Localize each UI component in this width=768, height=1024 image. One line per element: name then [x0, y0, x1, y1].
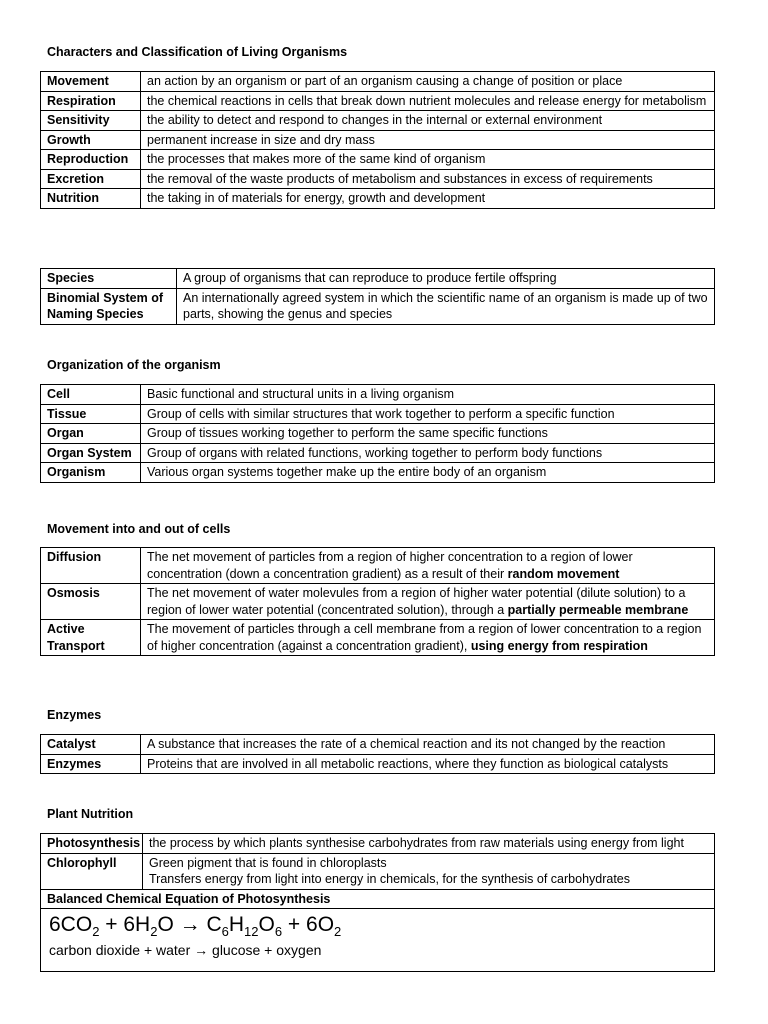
section-heading-plant-nutrition: Plant Nutrition — [47, 807, 134, 821]
table-row — [41, 463, 715, 483]
equation-term: O — [258, 913, 275, 936]
characteristics-table — [40, 71, 715, 209]
term-cell: Excretion — [41, 169, 141, 189]
movement-table — [40, 547, 715, 656]
definition-cell — [141, 584, 715, 620]
table-row — [41, 150, 715, 170]
definition-cell — [143, 853, 715, 889]
chemical-equation — [41, 913, 341, 937]
definition-cell: Proteins that are involved in all metabolic reactions, where they function as biological catalysts — [141, 754, 715, 774]
equation-subscript: 12 — [244, 924, 259, 939]
term-cell: Catalyst — [41, 735, 141, 755]
equation-row — [41, 909, 715, 972]
table-row — [41, 584, 715, 620]
term-cell: Organ System — [41, 443, 141, 463]
table-row — [41, 269, 715, 289]
definition-text: The net movement of particles from a region of higher concentration to a region of lower concentration (down a concentration gradient) as a result of their — [147, 550, 633, 581]
term-cell: Organ — [41, 424, 141, 444]
definition-cell: the processes that makes more of the same kind of organism — [141, 150, 715, 170]
section-heading-movement: Movement into and out of cells — [47, 522, 231, 536]
definition-cell: Basic functional and structural units in a living organism — [141, 385, 715, 405]
table-row — [41, 424, 715, 444]
definition-cell: the removal of the waste products of metabolism and substances in excess of requirements — [141, 169, 715, 189]
table-row — [41, 91, 715, 111]
equation-term: + 6O — [282, 913, 335, 936]
equation-cell — [41, 909, 715, 972]
definition-cell: Group of tissues working together to perform the same specific functions — [141, 424, 715, 444]
definition-line: Green pigment that is found in chloroplasts — [149, 855, 387, 870]
definition-bold-text: random movement — [507, 566, 620, 581]
arrow-icon: → — [173, 913, 207, 936]
term-cell: Chlorophyll — [41, 853, 143, 889]
equation-subscript: 2 — [150, 924, 158, 939]
section-heading-characteristics: Characters and Classification of Living Organisms — [47, 45, 348, 59]
equation-block — [41, 913, 342, 958]
definition-cell: Group of organs with related functions, working together to perform body functions — [141, 443, 715, 463]
equation-term: 6CO — [49, 913, 93, 936]
table-row — [41, 111, 715, 131]
definition-cell: permanent increase in size and dry mass — [141, 130, 715, 150]
term-cell: Reproduction — [41, 150, 141, 170]
term-cell: Enzymes — [41, 754, 141, 774]
table-row — [41, 754, 715, 774]
table-row — [41, 735, 715, 755]
table-row — [41, 288, 715, 324]
definition-cell: an action by an organism or part of an organism causing a change of position or place — [141, 72, 715, 92]
term-cell: Tissue — [41, 404, 141, 424]
term-cell: Binomial System of Naming Species — [41, 288, 177, 324]
table-row — [41, 889, 715, 909]
equation-subscript: 6 — [221, 924, 229, 939]
term-cell: Movement — [41, 72, 141, 92]
definition-cell: A group of organisms that can reproduce to produce fertile offspring — [177, 269, 715, 289]
term-cell: Sensitivity — [41, 111, 141, 131]
definition-cell: the taking in of materials for energy, growth and development — [141, 189, 715, 209]
table-row — [41, 834, 715, 854]
section-heading-enzymes: Enzymes — [47, 708, 102, 722]
equation-term: C — [206, 913, 222, 936]
equation-term: + 6H — [99, 913, 151, 936]
definition-cell: A substance that increases the rate of a chemical reaction and its not changed by the reaction — [141, 735, 715, 755]
classification-table — [40, 268, 715, 325]
table-row — [41, 72, 715, 92]
definition-bold-text: using energy from respiration — [470, 638, 648, 653]
table-row — [41, 169, 715, 189]
enzymes-table — [40, 734, 715, 774]
table-row — [41, 548, 715, 584]
definition-cell: Various organ systems together make up the entire body of an organism — [141, 463, 715, 483]
equation-subscript: 6 — [274, 924, 283, 939]
term-cell: Species — [41, 269, 177, 289]
term-cell: Growth — [41, 130, 141, 150]
word-equation: carbon dioxide + water → glucose + oxygen — [49, 942, 322, 958]
definition-cell: the chemical reactions in cells that break down nutrient molecules and release energy for metabolism — [141, 91, 715, 111]
term-cell: Organism — [41, 463, 141, 483]
equation-label-cell: Balanced Chemical Equation of Photosynthesis — [41, 889, 715, 909]
definition-bold-text: partially permeable membrane — [507, 602, 689, 617]
term-cell: Diffusion — [41, 548, 141, 584]
definition-text: The net movement of water molevules from a region of higher water potential (dilute solution) to a region of lower water potential (concentrated solution), through a — [147, 586, 686, 617]
term-cell: Osmosis — [41, 584, 141, 620]
term-cell: Photosynthesis — [41, 834, 143, 854]
table-row — [41, 853, 715, 889]
table-row — [41, 404, 715, 424]
table-row — [41, 189, 715, 209]
definition-cell: Group of cells with similar structures that work together to perform a specific function — [141, 404, 715, 424]
table-row — [41, 130, 715, 150]
table-row — [41, 443, 715, 463]
equation-subscript: 2 — [334, 924, 342, 939]
term-cell: Respiration — [41, 91, 141, 111]
definition-cell: An internationally agreed system in which the scientific name of an organism is made up of two parts, showing the genus and species — [177, 288, 715, 324]
definition-cell: the process by which plants synthesise carbohydrates from raw materials using energy from light — [143, 834, 715, 854]
definition-cell — [141, 620, 715, 656]
term-cell: Nutrition — [41, 189, 141, 209]
term-cell: Active Transport — [41, 620, 141, 656]
section-heading-organization: Organization of the organism — [47, 358, 221, 372]
organization-table — [40, 384, 715, 483]
definition-cell: the ability to detect and respond to changes in the internal or external environment — [141, 111, 715, 131]
table-row — [41, 620, 715, 656]
definition-line: Transfers energy from light into energy in chemicals, for the synthesis of carbohydrates — [149, 872, 631, 886]
definition-cell — [141, 548, 715, 584]
word-equation-wrap — [41, 941, 341, 959]
definition-text: The movement of particles through a cell membrane from a region of lower concentration to a region of higher concentration (against a concentration gradient), — [147, 622, 702, 653]
table-row — [41, 385, 715, 405]
equation-term: H — [228, 913, 245, 936]
equation-subscript: 2 — [92, 924, 100, 939]
plant-nutrition-table — [40, 833, 715, 972]
term-cell: Cell — [41, 385, 141, 405]
equation-term: O — [157, 913, 174, 936]
